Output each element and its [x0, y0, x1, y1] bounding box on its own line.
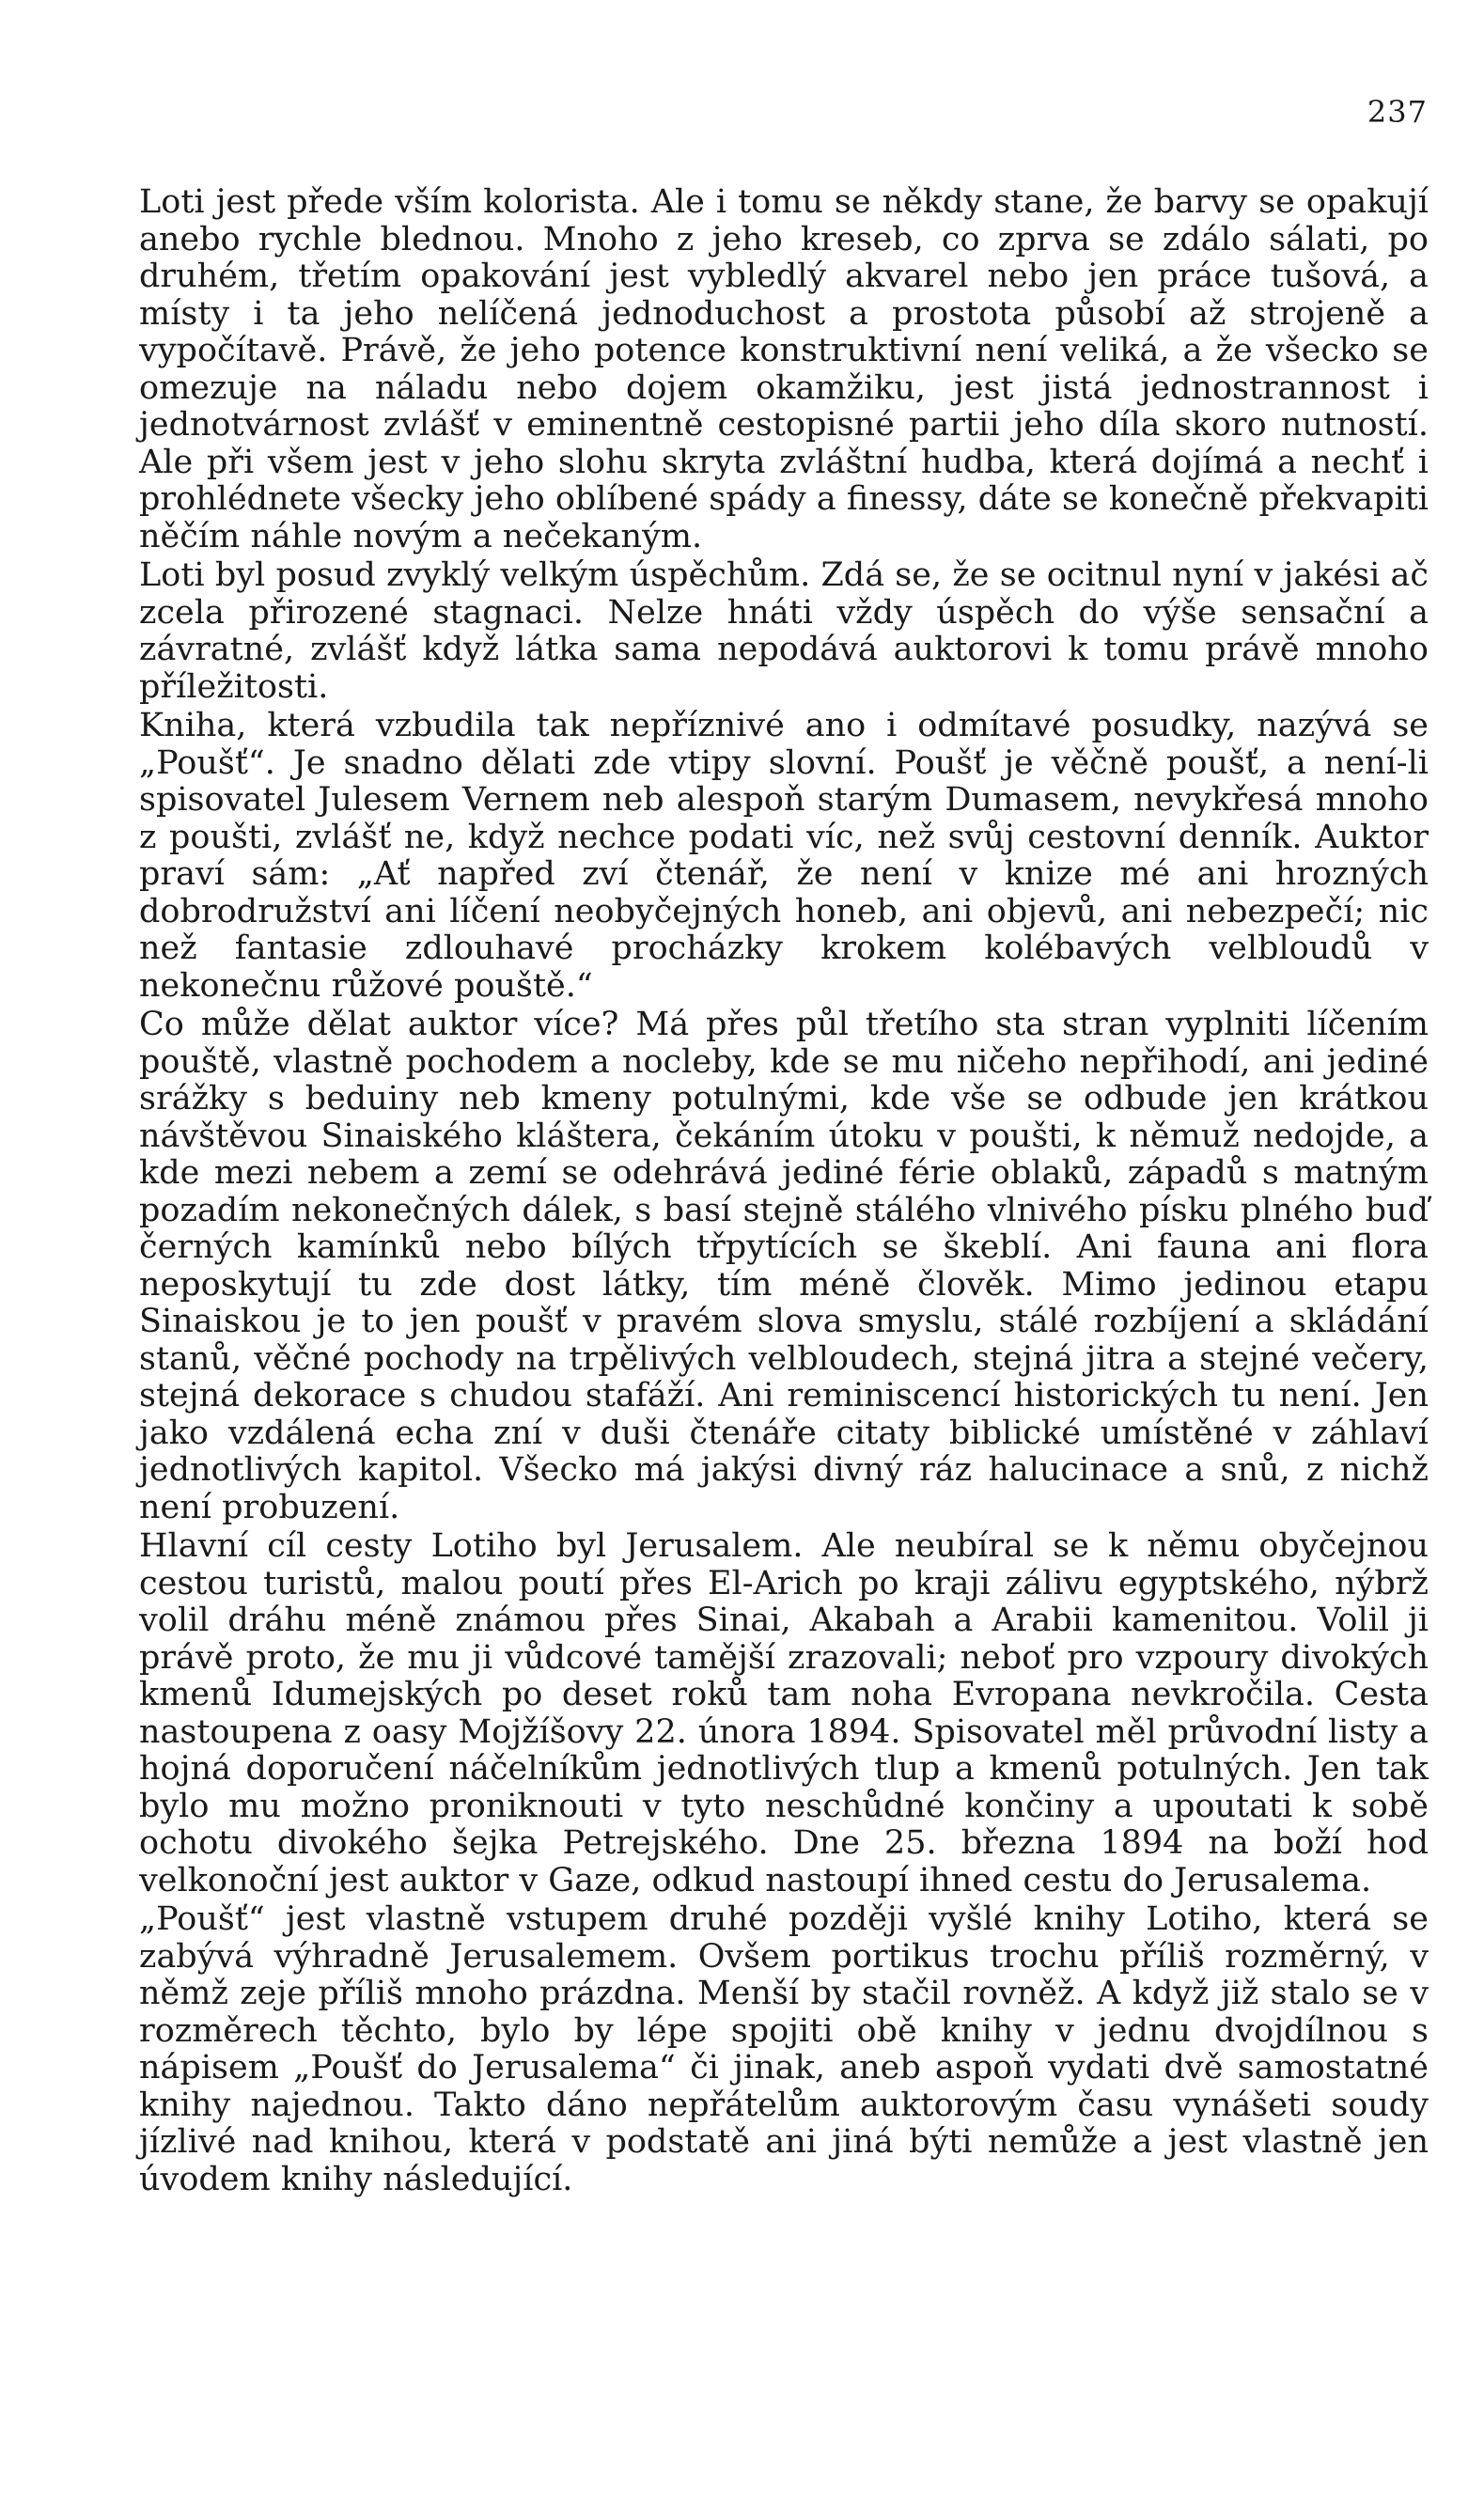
paragraph-4: Co může dělat auktor více? Má přes půl třetího sta stran vyplniti líčením pouště, vlastně pochodem a nocleby, kde se mu ničeho nepřihodí, ani jediné srážky s beduiny neb kmeny potulnými, kde vše se odbude jen krátkou návštěvou Sinaiského kláštera, čekáním útoku v poušti, k němuž nedojde, a kde mezi nebem a zemí se odehrává jediné férie oblaků, západů s matným pozadím nekonečných dálek, s basí stejně stálého vlnivého písku plného buď černých kamínků nebo bílých třpytících se škeblí. Ani fauna ani flora neposkytují tu zde dost látky, tím méně člověk. Mimo jedinou etapu Sinaiskou je to jen poušť v pravém slova smyslu, stálé rozbíjení a skládání stanů, věčné pochody na trpělivých velbloudech, stejná jitra a stejné večery, stejná dekorace s chudou stafáží. Ani reminiscencí historických tu není. Jen jako vzdálená echa zní v duši čtenáře citaty biblické umístěné v záhlaví jednotlivých kapitol. Všecko má jakýsi divný ráz halucinace a snů, z nichž není probuzení.: [139, 1006, 1429, 1526]
paragraph-6: „Poušť“ jest vlastně vstupem druhé později vyšlé knihy Lotiho, která se zabývá výhradně Jerusalemem. Ovšem portikus trochu příliš rozměrný, v němž zeje příliš mnoho prázdna. Menší by stačil rovněž. A když již stalo se v rozměrech těchto, bylo by lépe spojiti obě knihy v jednu dvojdílnou s nápisem „Poušť do Jerusalema“ či jinak, aneb aspoň vydati dvě samostatné knihy najednou. Takto dáno nepřátelům auktorovým času vynášeti soudy jízlivé nad knihou, která v podstatě ani jiná býti nemůže a jest vlastně jen úvodem knihy následující.: [139, 1900, 1429, 2198]
page-number: 237: [1367, 94, 1428, 130]
paragraph-2: Loti byl posud zvyklý velkým úspěchům. Zdá se, že se ocitnul nyní v jakési ač zcela přirozené stagnaci. Nelze hnáti vždy úspěch do výše sensační a závratné, zvlášť když látka sama nepodává auktorovi k tomu právě mnoho příležitosti.: [139, 556, 1429, 706]
paragraph-3: Kniha, která vzbudila tak nepříznivé ano i odmítavé posudky, nazývá se „Poušť“. Je snadno dělati zde vtipy slovní. Poušť je věčně poušť, a není-li spisovatel Julesem Vernem neb alespoň starým Dumasem, nevykřesá mnoho z poušti, zvlášť ne, když nechce podati víc, než svůj cestovní denník. Auktor praví sám: „Ať napřed zví čtenář, že není v knize mé ani hrozných dobrodružství ani líčení neobyčejných honeb, ani objevů, ani nebezpečí; nic než fantasie zdlouhavé procházky krokem kolébavých velbloudů v nekonečnu růžové pouště.“: [139, 707, 1429, 1005]
paragraph-1: Loti jest přede vším kolorista. Ale i tomu se někdy stane, že barvy se opakují anebo rychle blednou. Mnoho z jeho kreseb, co zprva se zdálo sálati, po druhém, třetím opakování jest vybledlý akvarel nebo jen práce tušová, a místy i ta jeho nelíčená jednoduchost a prostota působí až strojeně a vypočítavě. Právě, že jeho potence konstruktivní není veliká, a že všecko se omezuje na náladu nebo dojem okamžiku, jest jistá jednostrannost i jednotvárnost zvlášť v eminentně cestopisné partii jeho díla skoro nutností. Ale při všem jest v jeho slohu skryta zvláštní hudba, která dojímá a nechť i prohlédnete všecky jeho oblíbené spády a finessy, dáte se konečně překvapiti něčím náhle novým a nečekaným.: [139, 183, 1429, 555]
text-column: [139, 184, 1429, 2198]
paragraph-5: Hlavní cíl cesty Lotiho byl Jerusalem. Ale neubíral se k němu obyčejnou cestou turistů, malou poutí přes El-Arich po kraji zálivu egyptského, nýbrž volil dráhu méně známou přes Sinai, Akabah a Arabii kamenitou. Volil ji právě proto, že mu ji vůdcové tamější zrazovali; neboť pro vzpoury divokých kmenů Idumejských po deset roků tam noha Evropana nevkročila. Cesta nastoupena z oasy Mojžíšovy 22. února 1894. Spisovatel měl průvodní listy a hojná doporučení náčelníkům jednotlivých tlup a kmenů potulných. Jen tak bylo mu možno proniknouti v tyto neschůdné končiny a upoutati k sobě ochotu divokého šejka Petrejského. Dne 25. března 1894 na boží hod velkonoční jest auktor v Gaze, odkud nastoupí ihned cestu do Jerusalema.: [139, 1527, 1429, 1899]
